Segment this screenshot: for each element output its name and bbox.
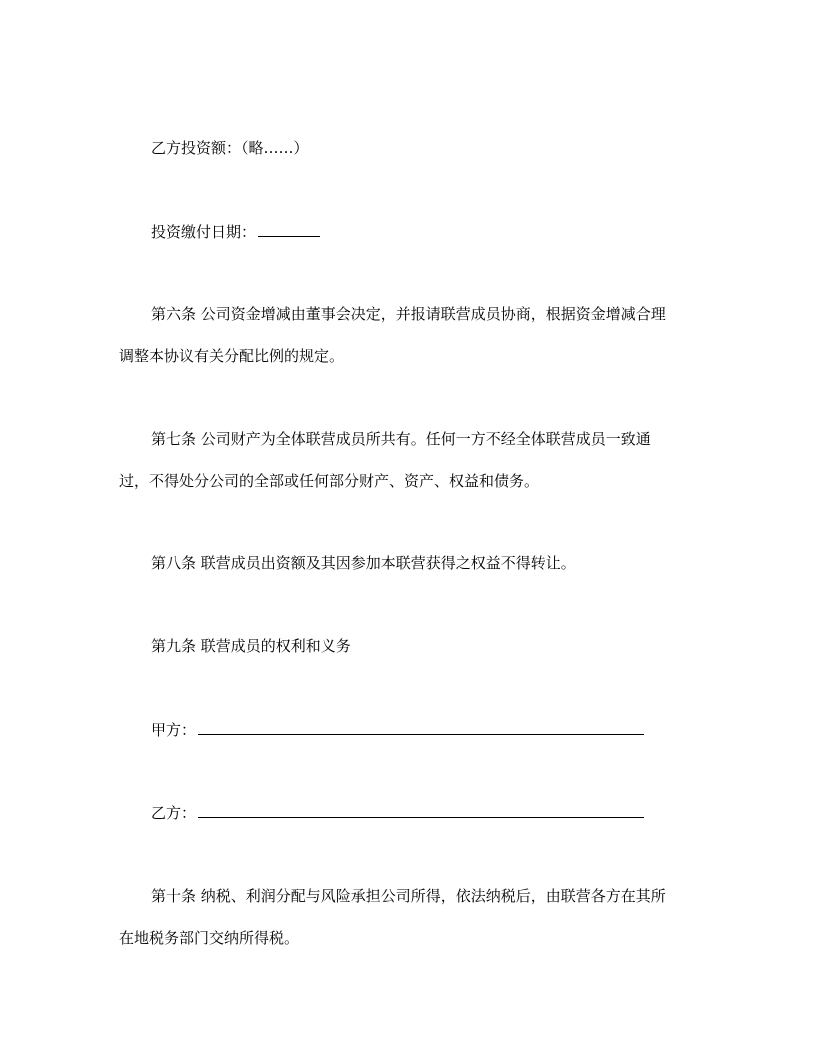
party-b-investment-text: 乙方投资额：（略……） <box>151 139 309 157</box>
party-b-label: 乙方： <box>151 804 197 822</box>
party-a-line <box>151 720 644 740</box>
article-9-line <box>151 636 351 656</box>
payment-date-label: 投资缴付日期： <box>151 223 257 241</box>
article-7-text-1: 第七条 公司财产为全体联营成员所共有。任何一方不经全体联营成员一致通 <box>151 430 651 448</box>
article-10-text-1: 第十条 纳税、利润分配与风险承担公司所得，依法纳税后，由联营各方在其所 <box>151 887 666 905</box>
article-7-text-2: 过，不得处分公司的全部或任何部分财产、资产、权益和债务。 <box>119 472 540 490</box>
article-7-line-1 <box>151 429 651 449</box>
article-8-text: 第八条 联营成员出资额及其因参加本联营获得之权益不得转让。 <box>151 554 576 572</box>
article-6-text-1: 第六条 公司资金增减由董事会决定，并报请联营成员协商，根据资金增减合理 <box>151 305 666 323</box>
article-10-line-1 <box>151 886 666 906</box>
party-b-blank <box>198 803 644 818</box>
article-10-line-2 <box>119 928 299 948</box>
article-10-text-2: 在地税务部门交纳所得税。 <box>119 929 300 947</box>
party-a-label: 甲方： <box>151 721 197 739</box>
party-b-investment-line <box>151 138 309 158</box>
article-6-line-1 <box>151 304 666 324</box>
payment-date-line <box>151 222 320 242</box>
article-9-text: 第九条 联营成员的权利和义务 <box>151 637 351 655</box>
article-7-line-2 <box>119 471 539 491</box>
party-a-blank <box>198 720 644 735</box>
article-8-line <box>151 553 576 573</box>
payment-date-blank <box>258 222 320 237</box>
party-b-line <box>151 803 644 823</box>
article-6-line-2 <box>119 346 344 366</box>
article-6-text-2: 调整本协议有关分配比例的规定。 <box>119 347 345 365</box>
